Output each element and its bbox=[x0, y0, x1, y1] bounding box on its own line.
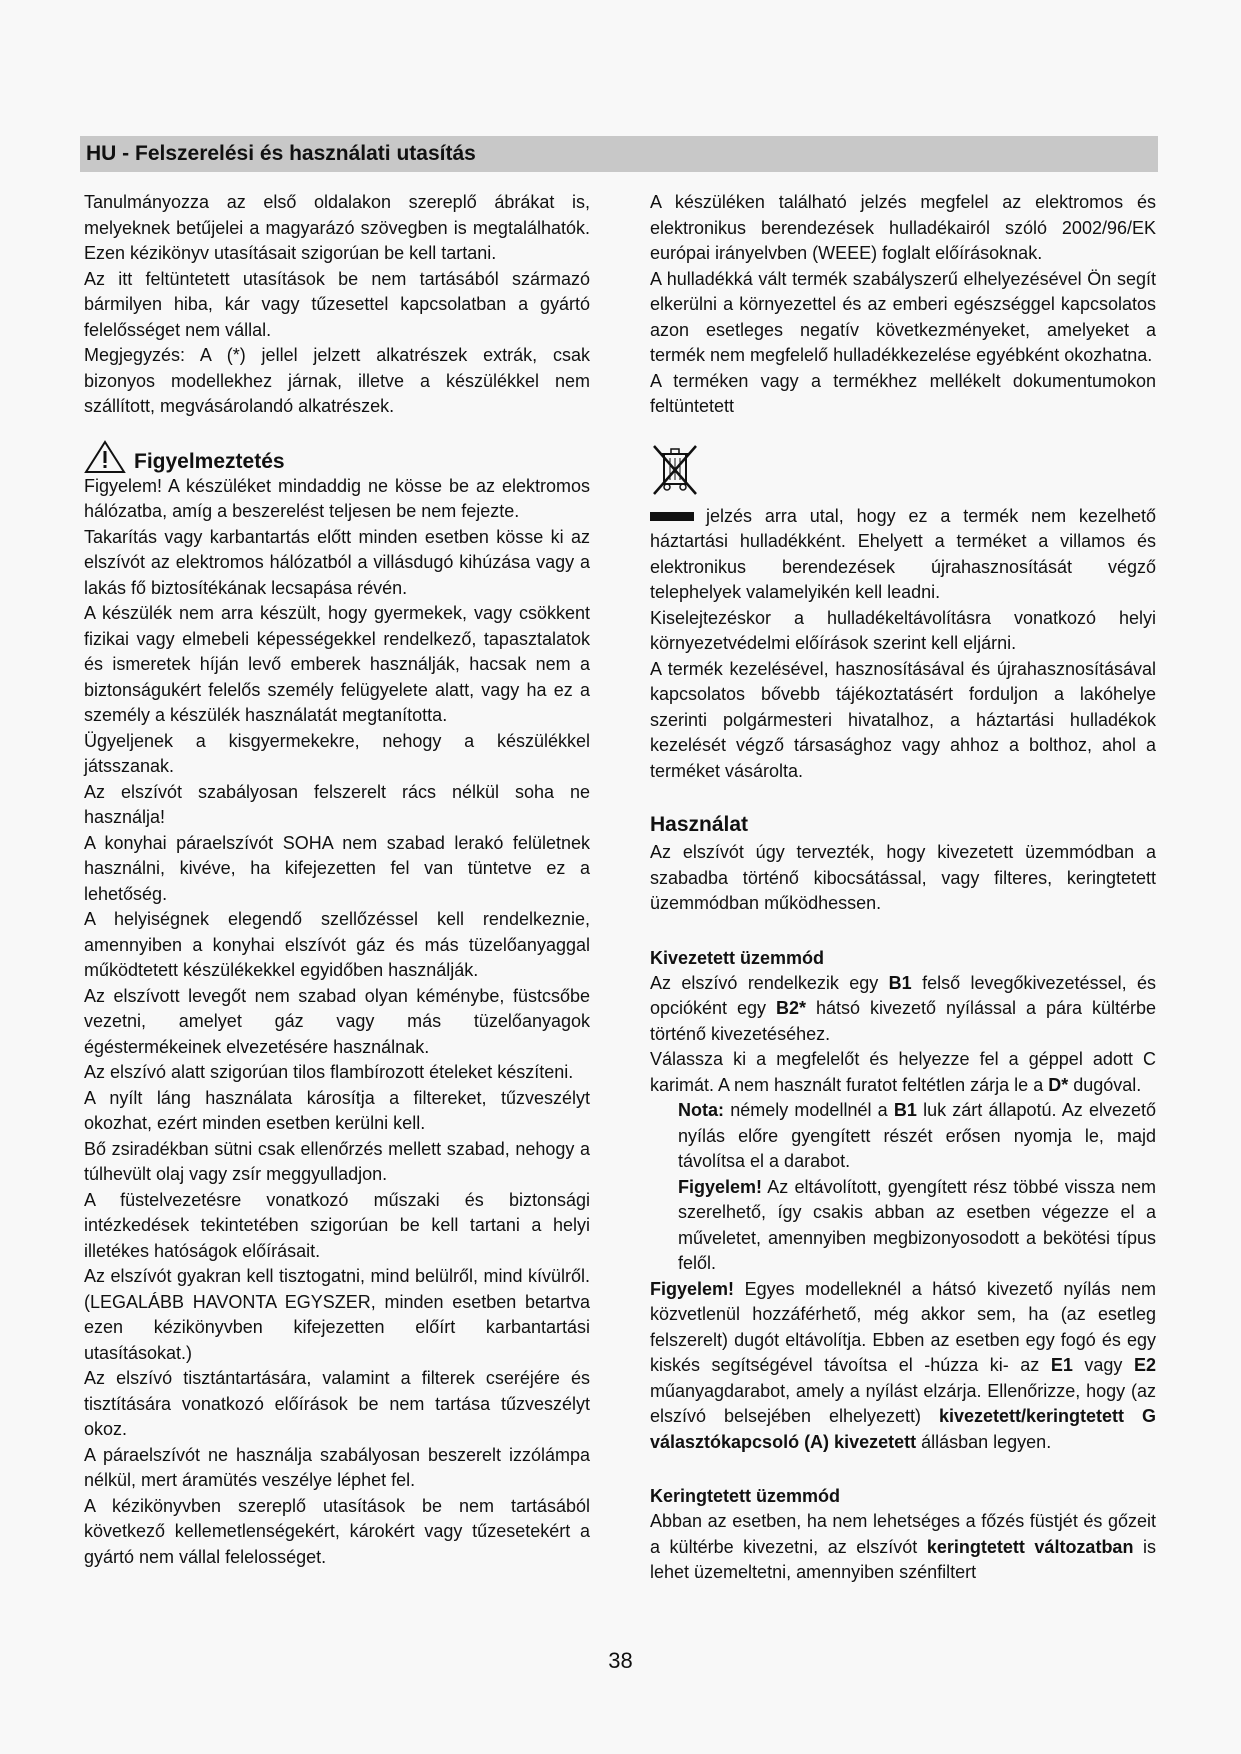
left-column bbox=[84, 190, 590, 1570]
intro-paragraph: Megjegyzés: A (*) jellel jelzett alkatrészek extrák, csak bizonyos modellekhez járnak, illetve a készülékkel nem szállított, megvásárolandó alkatrészek. bbox=[84, 345, 590, 416]
warning-paragraph: A füstelvezetésre vonatkozó műszaki és biztonsági intézkedések tekintetében szigorúan be kell tartani a helyi illetékes hatóságok előírásait. bbox=[84, 1189, 590, 1261]
usage-heading: Használat bbox=[650, 813, 749, 836]
intro-paragraph: Az itt feltüntetett utasítások be nem tartásából származó bármilyen hiba, kár vagy tűzesettel kapcsolatban a gyártó felelősséget nem vállal. bbox=[84, 268, 590, 340]
recirc-paragraph: Abban az esetben, ha nem lehetséges a főzés füstjét és gőzeit a kültérbe kivezetni, az elszívót keringtetett változatban is lehet üzemeltetni, amennyiben szénfiltert bbox=[650, 1511, 1156, 1582]
warning-heading bbox=[84, 440, 590, 474]
ducted-paragraph: Válassza ki a megfelelőt és helyezze fel a géppel adott C karimát. A nem használt furatot feltétlen zárja le a D* dugóval. bbox=[650, 1049, 1156, 1095]
warning-paragraph: Az elszívó alatt szigorúan tilos flambírozott ételeket készíteni. bbox=[84, 1062, 574, 1082]
warning-paragraph: Ügyeljenek a kisgyermekekre, nehogy a készülékkel játsszanak. bbox=[84, 730, 590, 776]
warning-heading-label: Figyelmeztetés bbox=[134, 449, 285, 473]
warning-paragraph: A készülék nem arra készült, hogy gyermekek, vagy csökkent fizikai vagy elmebeli képességekkel rendelkező, tapasztalatok és ismeretek híján levő emberek használják, hacsak nem a biztonságukért felelős személy felügyelete alatt, vagy ha ez a személy a készülék használatát megtanította. bbox=[84, 603, 590, 725]
warning-paragraph: Az elszívó tisztántartására, valamint a filterek cseréjére és tisztítására vonatkozó előírások be nem tartása tűzveszélyt okoz. bbox=[84, 1368, 590, 1439]
nota-paragraph: Nota: némely modellnél a B1 luk zárt állapotú. Az elvezető nyílás előre gyengített részét erősen nyomja le, majd távolítsa el a darabot. bbox=[678, 1100, 1156, 1171]
ducted-paragraph: Az elszívó rendelkezik egy B1 felső levegőkivezetéssel, és opcióként egy B2* hátsó kivezető nyílással a pára kültérbe történő kivezetéséhez. bbox=[650, 972, 1156, 1044]
warning-paragraph: Az elszívott levegőt nem szabad olyan kéménybe, füstcsőbe vezetni, amelyet gáz vagy más tüzelőanyagok égéstermékeinek elvezetésére használnak. bbox=[84, 985, 590, 1057]
warning-paragraph: A helyiségnek elegendő szellőzéssel kell rendelkeznie, amennyiben a konyhai elszívót gáz és más tüzelőanyaggal működtetett készülékekkel egyidőben használják. bbox=[84, 909, 590, 980]
warning-paragraph: A kézikönyvben szereplő utasítások be nem tartásából következő kellemetlenségekért, károkért vagy tűzesetekért a gyártó nem vállal felelosséget. bbox=[84, 1495, 590, 1567]
weee-symbol bbox=[650, 442, 1156, 504]
weee-sign-paragraph: jelzés arra utal, hogy ez a termék nem kezelhető háztartási hulladékként. Ehelyett a terméket a villamos és elektronikus berendezések újrahasznosítását végző telephelyek valamelyikén kell leadni. bbox=[650, 505, 1156, 602]
warning-paragraph: Az elszívót szabályosan felszerelt rács nélkül soha ne használja! bbox=[84, 781, 590, 827]
warning-paragraph: Figyelem! A készüléket mindaddig ne kösse be az elektromos hálózatba, amíg a beszerelést teljesen be nem fejezte. bbox=[84, 475, 590, 521]
weee-paragraph: A hulladékká vált termék szabályszerű elhelyezésével Ön segít elkerülni a környezettel és az emberi egészséggel kapcsolatos azon esetleges negatív következményeket, amelyeket a termék nem megfelelő hulladékkezelése egyébként okozhatna. bbox=[650, 268, 1156, 365]
caution-paragraph: Figyelem! Az eltávolított, gyengített rész többé vissza nem szerelhető, így csakis abban az esetben végezze el a műveletet, amennyiben megbizonyosodott a bekötési típus felől. bbox=[678, 1176, 1156, 1273]
ducted-heading: Kivezetett üzemmód bbox=[650, 947, 825, 968]
weee-paragraph: A terméken vagy a termékhez mellékelt dokumentumokon feltüntetett bbox=[650, 370, 1156, 416]
weee-paragraph: A készüléken található jelzés megfelel az elektromos és elektronikus berendezések hulladékairól szóló 2002/96/EK európai irányelvben (WEEE) foglalt előírásoknak. bbox=[650, 192, 1156, 263]
page-title: HU - Felszerelési és használati utasítás bbox=[80, 136, 1158, 172]
warning-paragraph: Az elszívót gyakran kell tisztogatni, mind belülről, mind kívülről. (LEGALÁBB HAVONTA EGYSZER, minden esetben betartva ezen kézikönyvben kifejezetten előírt karbantartási utasításokat.) bbox=[84, 1266, 590, 1363]
crossed-bin-icon bbox=[650, 442, 702, 500]
warning-paragraph: Bő zsiradékban sütni csak ellenőrzés mellett szabad, nehogy a túlhevült olaj vagy zsír meggyulladjon. bbox=[84, 1138, 590, 1184]
weee-paragraph: A termék kezelésével, hasznosításával és újrahasznosításával kapcsolatos bővebb tájékoztatásért forduljon a lakóhelye szerinti polgármesteri hivatalhoz, a háztartási hulladékok kezelését végző társasághoz vagy ahhoz a bolthoz, ahol a terméket vásárolta. bbox=[650, 658, 1156, 781]
recirc-heading: Keringtetett üzemmód bbox=[650, 1486, 841, 1506]
page-number: 38 bbox=[608, 1648, 633, 1673]
warning-paragraph: Takarítás vagy karbantartás előtt minden esetben kösse ki az elszívót az elektromos hálózatból a villásdugó kihúzása vagy a lakás fő biztosítékának lecsapása révén. bbox=[84, 526, 590, 598]
warning-paragraph: A konyhai páraelszívót SOHA nem szabad lerakó felületnek használni, kivéve, ha kifejezetten fel van tüntetve ez a lehetőség. bbox=[84, 832, 590, 904]
caution-paragraph: Figyelem! Egyes modelleknél a hátsó kivezető nyílás nem közvetlenül hozzáférhető, még akkor sem, ha (az esetleg felszerelt) dugót eltávolítja. Ebben az esetben egy fogó és egy kiskés segítségével távoítsa el -húzza ki- az E1 vagy E2 műanyagdarabot, amely a nyílást elzárja. Ellenőrizze, hogy (az elszívó belsejében elhelyezett) kivezetett/keringtetett G választókapcsoló (A) kivezetett állásban legyen. bbox=[650, 1278, 1156, 1452]
warning-paragraph: A nyílt láng használata károsítja a filtereket, tűzveszélyt okozhat, ezért minden esetben kerülni kell. bbox=[84, 1087, 590, 1133]
weee-paragraph: Kiselejtezéskor a hulladékeltávolításra vonatkozó helyi környezetvédelmi előírások szerint kell eljárni. bbox=[650, 607, 1156, 653]
usage-paragraph: Az elszívót úgy tervezték, hogy kivezetett üzemmódban a szabadba történő kibocsátással, vagy filteres, keringtetett üzemmódban működhessen. bbox=[650, 842, 1156, 913]
black-bar-icon bbox=[650, 512, 694, 521]
warning-paragraph: A páraelszívót ne használja szabályosan beszerelt izzólámpa nélkül, mert áramütés veszélye léphet fel. bbox=[84, 1444, 590, 1490]
warning-icon bbox=[84, 440, 126, 474]
right-column bbox=[650, 190, 1156, 1586]
intro-paragraph: Tanulmányozza az első oldalakon szereplő ábrákat is, melyeknek betűjelei a magyarázó szövegben is megtalálhatók. Ezen kézikönyv utasításait szigorúan be kell tartani. bbox=[84, 192, 590, 263]
